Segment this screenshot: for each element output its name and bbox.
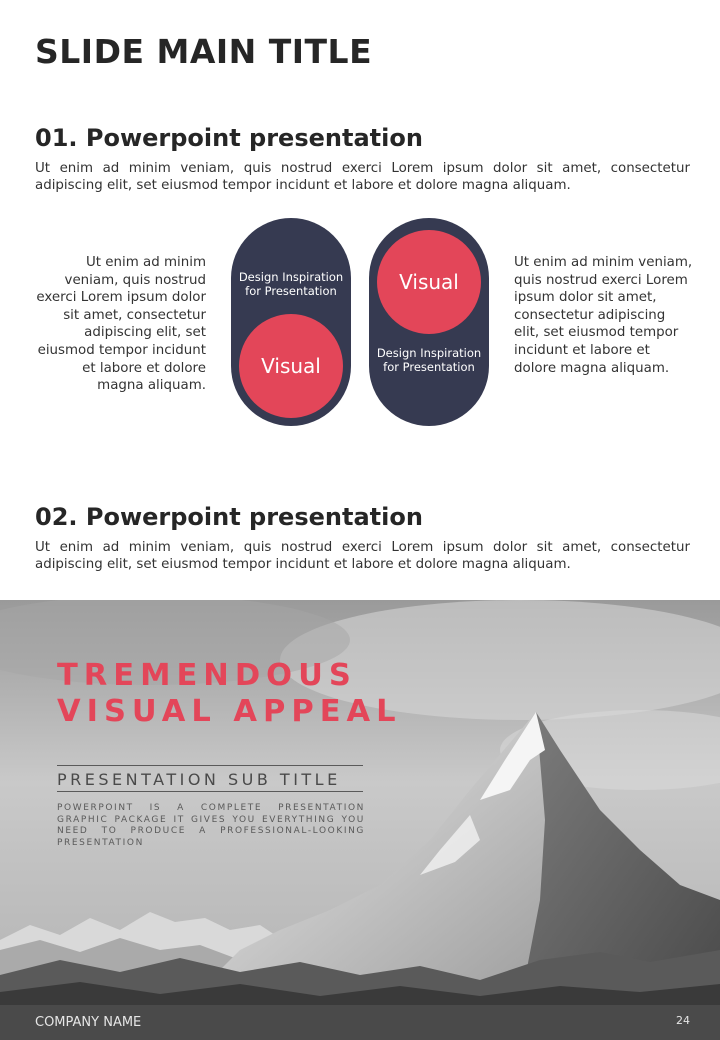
pill-1-circle-text: Visual [261,354,321,378]
slide-title: SLIDE MAIN TITLE [35,32,373,71]
banner-title-line-2: VISUAL APPEAL [57,694,402,729]
banner-title [57,658,402,730]
pill-2-circle [377,230,481,334]
banner-subtitle: PRESENTATION SUB TITLE [57,770,341,789]
subtitle-rule-top [57,765,363,766]
section-1-text: Ut enim ad minim veniam, quis nostrud exerci Lorem ipsum dolor sit amet, consectetur adipiscing elit, set eiusmod tempor incidunt et labore et dolore magna aliquam. [35,161,690,193]
infographic-right-text: Ut enim ad minim veniam, quis nostrud exerci Lorem ipsum dolor sit amet, consectetur adipiscing elit, set eiusmod tempor incidunt et labore et dolore magna aliquam. [514,255,693,376]
pill-1 [231,218,351,426]
pill-1-label: Design Inspiration for Presentation [238,270,344,298]
section-2-heading: 02. Powerpoint presentation [35,503,423,531]
pill-1-circle [239,314,343,418]
section-2-text: Ut enim ad minim veniam, quis nostrud exerci Lorem ipsum dolor sit amet, consectetur adipiscing elit, set eiusmod tempor incidunt et labore et dolore magna aliquam. [35,540,690,572]
infographic-left-text: Ut enim ad minim veniam, quis nostrud exerci Lorem ipsum dolor sit amet, consectetur adipiscing elit, set eiusmod tempor incidunt et labore et dolore magna aliquam. [36,255,206,394]
pill-2 [369,218,489,426]
subtitle-rule-bottom [57,791,363,792]
pill-2-circle-text: Visual [399,270,459,294]
banner-description: POWERPOINT IS A COMPLETE PRESENTATION GRAPHIC PACKAGE IT GIVES YOU EVERYTHING YOU NEED TO PRODUCE A PROFESSIONAL-LOOKING PRESENTATION [57,803,365,848]
pill-2-label: Design Inspiration for Presentation [376,346,482,374]
footer-page-number: 24 [676,1014,690,1027]
footer-company-name: COMPANY NAME [35,1015,142,1030]
banner-title-line-1: TREMENDOUS [57,658,357,693]
footer-bar [0,1005,720,1040]
section-1-heading: 01. Powerpoint presentation [35,124,423,152]
